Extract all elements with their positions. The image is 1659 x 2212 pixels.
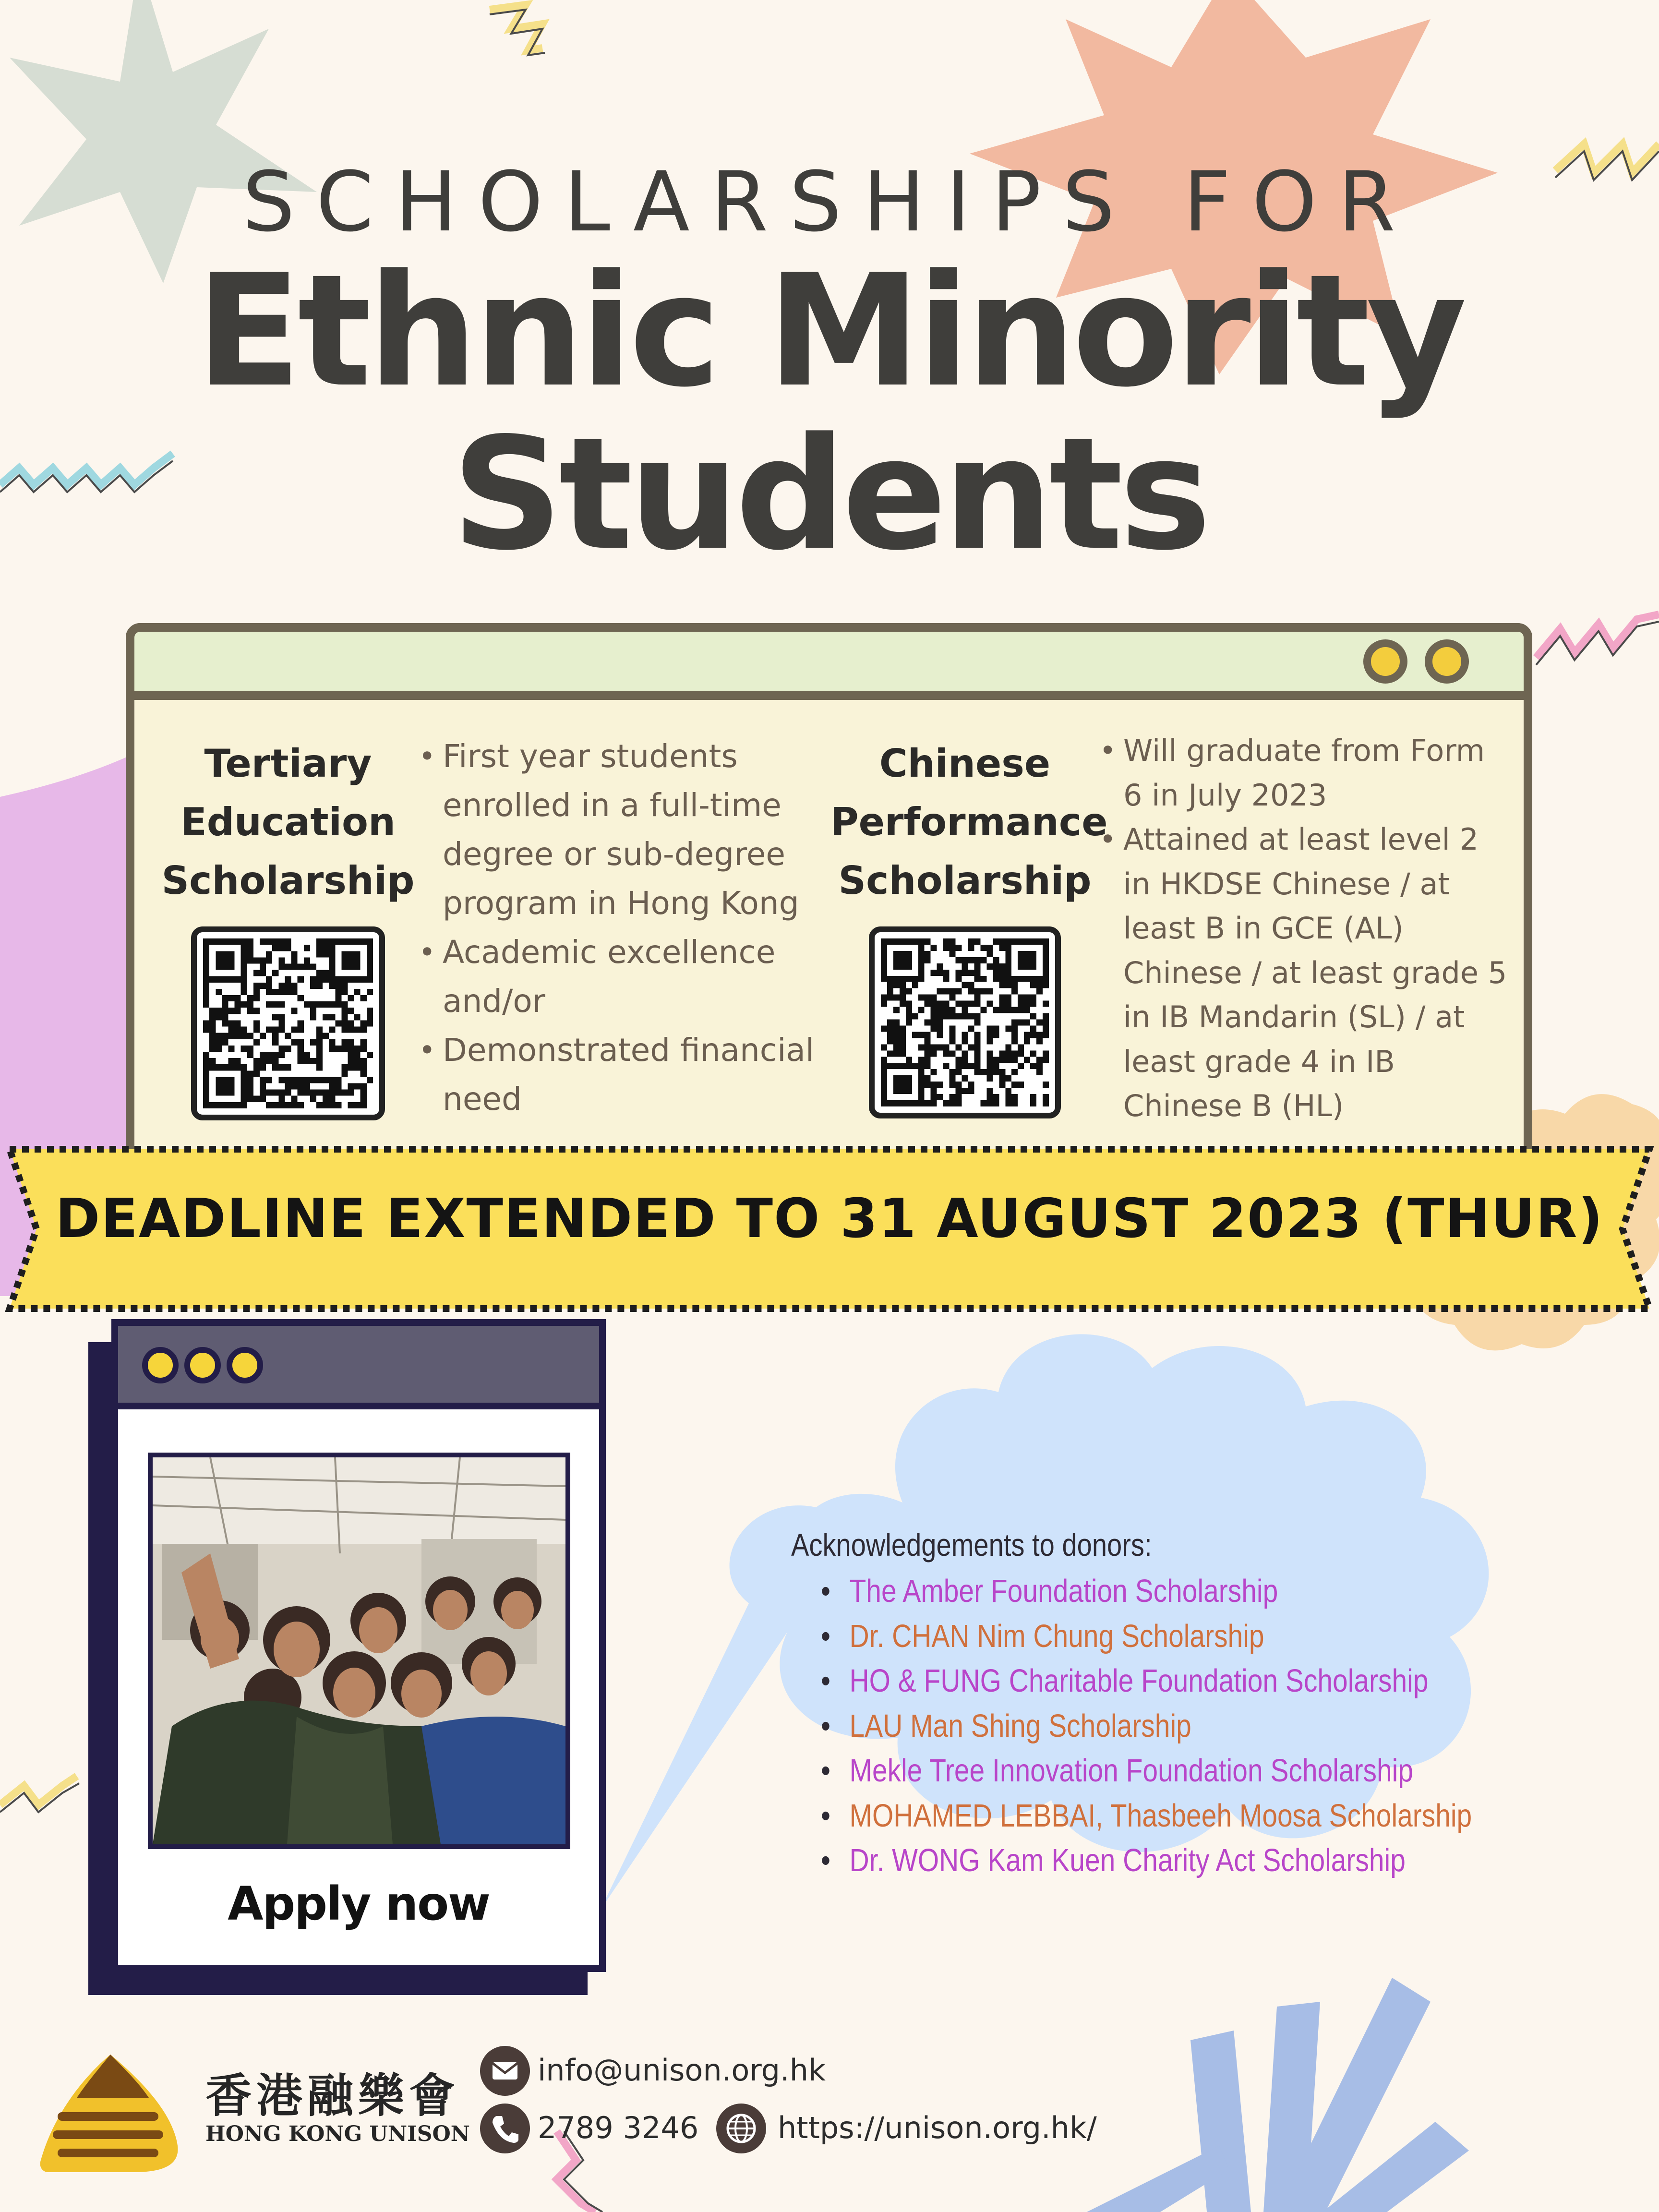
donor-item: • The Amber Foundation Scholarship bbox=[821, 1569, 1472, 1614]
criteria-item: • First year students enrolled in a full-time degree or sub-degree program in Hong Kong bbox=[419, 732, 831, 928]
title-line-2: Students bbox=[451, 404, 1208, 584]
contact-phone[interactable]: 2789 3246 bbox=[538, 2110, 699, 2145]
window-dot-icon bbox=[227, 1347, 263, 1383]
scholarship-1-criteria bbox=[419, 732, 831, 1124]
window-dot-icon bbox=[184, 1347, 221, 1383]
criteria-item: • Academic excellence and/or bbox=[419, 928, 831, 1026]
organization-name-chinese: 香港融樂會 bbox=[205, 2068, 460, 2123]
email-glyph bbox=[480, 2046, 530, 2096]
scholarship-2-title-line: Chinese bbox=[879, 741, 1051, 786]
hong-kong-unison-logo-icon bbox=[38, 2050, 182, 2175]
acknowledgements-heading: Acknowledgements to donors: bbox=[791, 1527, 1152, 1563]
photo-window-title-bar bbox=[111, 1319, 606, 1409]
donor-item: • Dr. CHAN Nim Chung Scholarship bbox=[821, 1614, 1472, 1659]
students-group-photo bbox=[148, 1453, 570, 1849]
window-dot-icon bbox=[142, 1347, 179, 1383]
scholarship-2-title bbox=[830, 734, 1108, 910]
scholarship-2-title-line: Performance bbox=[830, 800, 1108, 844]
criteria-item: • Demonstrated financial need bbox=[419, 1026, 831, 1124]
scholarship-1-title-line: Education bbox=[180, 800, 396, 844]
donor-item: • LAU Man Shing Scholarship bbox=[821, 1704, 1472, 1749]
phone-icon bbox=[480, 2104, 530, 2153]
donor-list bbox=[821, 1569, 1472, 1883]
phone-glyph bbox=[480, 2104, 530, 2153]
contact-website[interactable]: https://unison.org.hk/ bbox=[778, 2110, 1097, 2145]
criteria-item: • Attained at least level 2 in HKDSE Chinese / at least B in GCE (AL) Chinese / at least grade 5 in IB Mandarin (SL) / at least grade 4 in IB Chinese B (HL) bbox=[1099, 817, 1512, 1129]
criteria-item: • Will graduate from Form 6 in July 2023 bbox=[1099, 729, 1512, 817]
title-kicker: SCHOLARSHIPS FOR bbox=[242, 154, 1417, 250]
window-dot-icon bbox=[1425, 639, 1469, 684]
qr-code-modules bbox=[881, 938, 1049, 1106]
window-title-bar bbox=[126, 623, 1532, 700]
organization-name-english: HONG KONG UNISON bbox=[205, 2122, 470, 2146]
email-icon bbox=[480, 2046, 530, 2096]
qr-code-1 bbox=[197, 932, 379, 1115]
donor-item: • HO & FUNG Charitable Foundation Scholarship bbox=[821, 1659, 1472, 1704]
donor-item: • MOHAMED LEBBAI, Thasbeeh Moosa Scholarship bbox=[821, 1793, 1472, 1839]
blue-stripes-shape bbox=[1085, 1978, 1469, 2212]
qr-code-icon[interactable] bbox=[191, 926, 385, 1120]
qr-code-2 bbox=[875, 932, 1055, 1113]
contact-email[interactable]: info@unison.org.hk bbox=[538, 2053, 826, 2088]
qr-code-modules bbox=[203, 938, 373, 1108]
deadline-text: DEADLINE EXTENDED TO 31 AUGUST 2023 (THUR) bbox=[55, 1188, 1604, 1250]
qr-code-icon[interactable] bbox=[869, 926, 1061, 1118]
donor-item: • Mekle Tree Innovation Foundation Scholarship bbox=[821, 1748, 1472, 1793]
photo-illustration bbox=[153, 1457, 565, 1844]
window-dot-icon bbox=[1363, 639, 1407, 684]
title-line-1: Ethnic Minority bbox=[196, 241, 1463, 421]
scholarship-2-criteria bbox=[1099, 729, 1512, 1129]
scholarship-1-title bbox=[158, 734, 418, 910]
apply-now-button[interactable]: Apply now bbox=[228, 1877, 490, 1931]
zigzag-pink-right bbox=[1536, 614, 1659, 658]
scholarship-1-title-line: Tertiary bbox=[204, 741, 372, 786]
scholarship-2-title-line: Scholarship bbox=[838, 858, 1092, 903]
scholarship-1-title-line: Scholarship bbox=[161, 858, 415, 903]
donor-item: • Dr. WONG Kam Kuen Charity Act Scholarship bbox=[821, 1838, 1472, 1883]
globe-icon bbox=[716, 2104, 766, 2153]
globe-glyph bbox=[716, 2104, 766, 2153]
